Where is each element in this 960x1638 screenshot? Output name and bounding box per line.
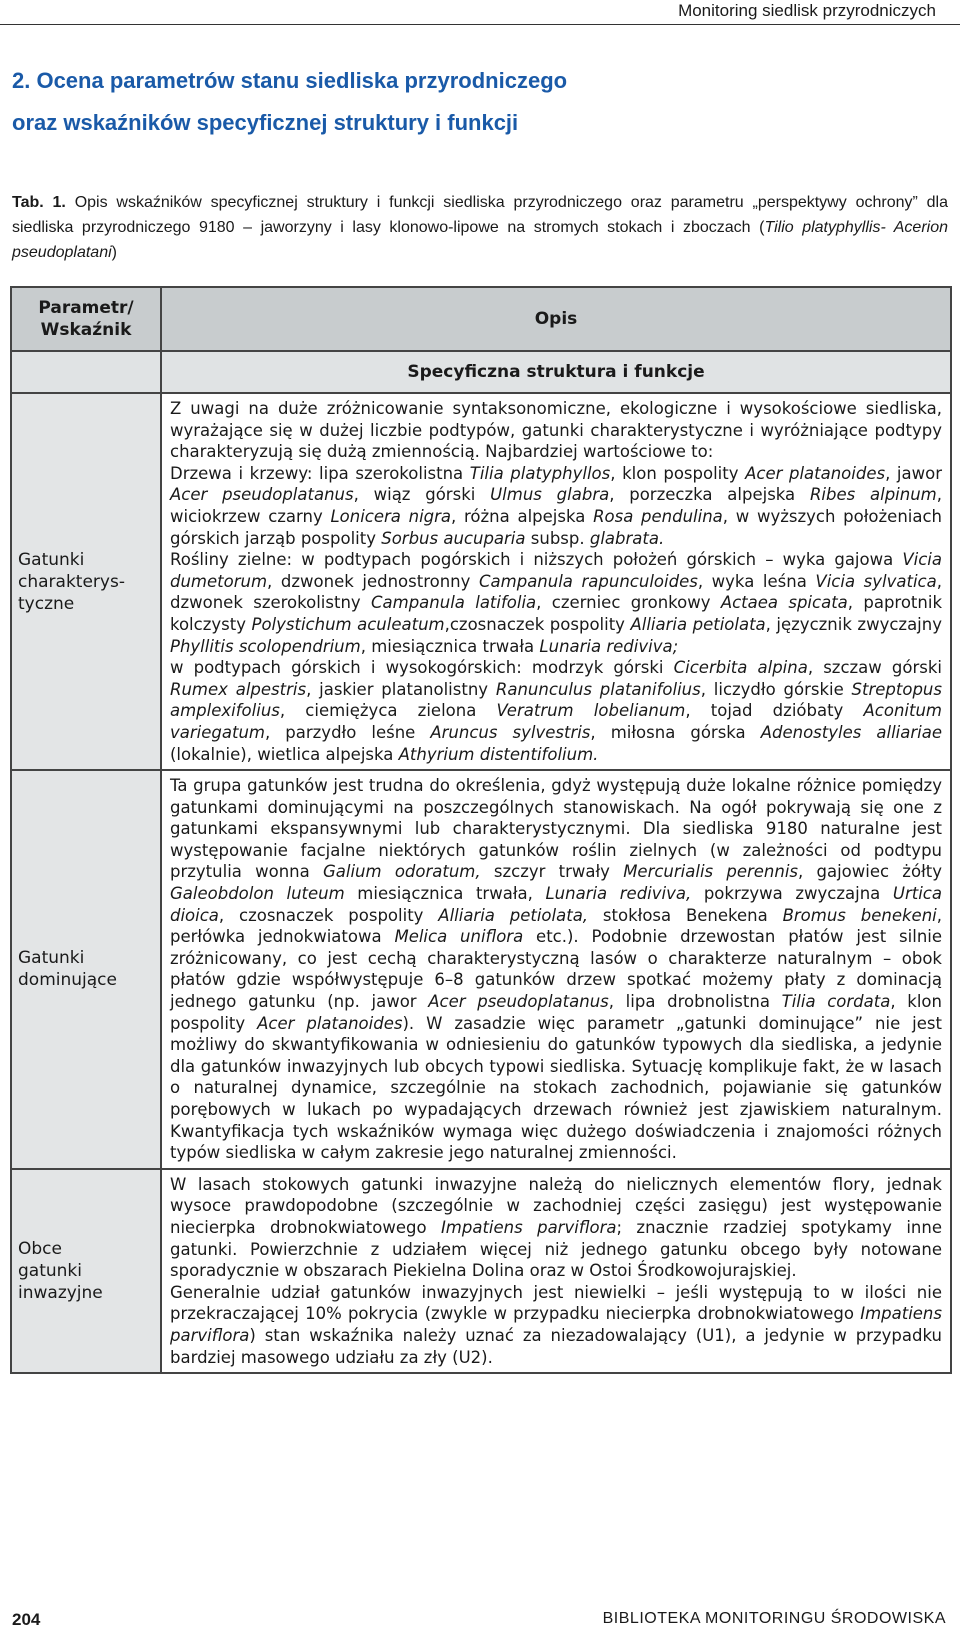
char-trees: Drzewa i krzewy: lipa szerokolistna Tilia platyphyllos, klon pospolity Acer platanoides, jawor Acer pseudoplatanus, wiąz górski Ulmus glabra, porzeczka alpejska Ribes alpinum, wiciokrzew czarny Lonicera nigra, różna alpejska Rosa pendulina, w wyższych położeniach górskich jarząb pospolity Sorbus aucuparia subsp. glabrata.: [170, 463, 942, 548]
section-title-line1: 2. Ocena parametrów stanu siedliska przyrodniczego: [12, 68, 568, 93]
section-row: [11, 351, 951, 393]
section-title: [12, 60, 912, 144]
section-row-title: Specyficzna struktura i funkcje: [161, 351, 951, 393]
table-header-row: [11, 287, 951, 351]
row-label-line: tyczne: [18, 593, 75, 614]
running-header: Monitoring siedlisk przyrodniczych: [678, 1, 936, 20]
table-caption: [12, 190, 948, 265]
row-desc-characteristic: [161, 393, 951, 770]
row-desc-invasive: [161, 1169, 951, 1373]
row-label-line: gatunki: [18, 1260, 82, 1281]
col-header-parameter: [11, 287, 161, 351]
page-number: 204: [12, 1610, 41, 1629]
caption-end: ): [111, 244, 117, 261]
row-label-invasive: [11, 1169, 161, 1373]
series-title: BIBLIOTEKA MONITORINGU ŚRODOWISKA: [602, 1610, 946, 1627]
char-intro: Z uwagi na duże zróżnicowanie syntaksonomiczne, ekologiczne i wysokościowe siedliska, wyrażające się w dużej liczbie podtypów, gatunki charakterystyczne i wyróżniające podtypy charakteryzują się dużą zmiennością. Najbardziej wartościowe to:: [170, 399, 942, 462]
row-label-line: inwazyjne: [18, 1282, 103, 1303]
col-header-description: Opis: [161, 287, 951, 351]
row-label-line: dominujące: [18, 970, 117, 991]
col-header-parameter-line2: Wskaźnik: [40, 320, 132, 340]
col-header-parameter-line1: Parametr/: [38, 298, 134, 318]
row-label-line: Obce: [18, 1238, 62, 1259]
inv-para-2: Generalnie udział gatunków inwazyjnych jest niewielki – jeśli występują to w ilości nie przekraczającej 10% pokrycia (zwykle w przypadku niecierpka drobnokwiatowego Impatiens parviflora) stan wskaźnika należy uznać za niezadowalający (U1), a jedynie w przypadku bardziej masowego udziału za zły (U2).: [170, 1282, 942, 1367]
inv-para-1: W lasach stokowych gatunki inwazyjne należą do nielicznych elementów flory, jednak wysoce prawdopodobne (szczególnie w zachodniej części zasięgu) jest występowanie niecierpka drobnokwiatowego Impatiens parviflora; znacznie rzadziej spotykamy inne gatunki. Powierzchnie z udziałem więcej niż jednego gatunku obcego były notowane sporadycznie w obszarach Piekielna Dolina oraz w Ostoi Środkowojurajskiej.: [170, 1174, 942, 1281]
row-label-line: Gatunki: [18, 549, 85, 570]
row-label-line: Gatunki: [18, 948, 85, 969]
caption-lead: Tab. 1.: [12, 194, 66, 211]
row-label-line: charakterys-: [18, 571, 125, 592]
header-rule: [0, 24, 960, 25]
indicator-table: [10, 286, 952, 1374]
section-title-line2: oraz wskaźników specyficznej struktury i funkcji: [12, 110, 519, 135]
row-label-characteristic: [11, 393, 161, 770]
caption-text: Opis wskaźników specyficznej struktury i funkcji siedliska przyrodniczego oraz parametru „perspektywy ochrony” dla siedliska przyrodniczego 9180 – jaworzyny i lasy klonowo-lipowe na stromych stokach i zboczach (: [12, 194, 948, 236]
section-row-empty: [11, 351, 161, 393]
table-row: [11, 1169, 951, 1373]
caption-latin: Tilio platyphyllis- Acerion pseudoplatani: [12, 219, 949, 261]
char-mountain: w podtypach górskich i wysokogórskich: modrzyk górski Cicerbita alpina, szczaw górski Rumex alpestris, jaskier platanolistny Ranunculus platanifolius, liczydło górskie Streptopus amplexifolius, ciemiężyca zielona Veratrum lobelianum, tojad dzióbaty Aconitum variegatum, parzydło leśne Aruncus sylvestris, miłosna górska Adenostyles alliariae (lokalnie), wietlica alpejska Athyrium distentifolium.: [170, 658, 942, 764]
row-desc-dominant: [161, 770, 951, 1169]
char-herbs: Rośliny zielne: w podtypach pogórskich i niższych położeń górskich – wyka gajowa Vicia dumetorum, dzwonek jednostronny Campanula rapunculoides, wyka leśna Vicia sylvatica, dzwonek szerokolistny Campanula latifolia, czerniec gronkowy Actaea spicata, paprotnik kolczysty Polystichum aculeatum,czosnaczek pospolity Alliaria petiolata, języcznik zwyczajny Phyllitis scolopendrium, miesiącznica trwała Lunaria rediviva;: [170, 550, 942, 656]
dom-text: Ta grupa gatunków jest trudna do określenia, gdyż występują duże lokalne różnice pomiędzy gatunkami dominującymi na poszczególnych stanowiskach. Na ogół pokrywają się one z gatunkami ekspansywnymi lub charakterystycznymi. Dla siedliska 9180 naturalne jest występowanie facjalne niektórych gatunków roślin zielnych (w zależności od podtypu przytulia wonna Galium odoratum, szczyr trwały Mercurialis perennis, gajowiec żółty Galeobdolon luteum miesiącznica trwała, Lunaria rediviva, pokrzywa zwyczajna Urtica dioica, czosnaczek pospolity Alliaria petiolata, stokłosa Benekena Bromus benekeni, perłówka jednokwiatowa Melica uniflora etc.). Podobnie drzewostan płatów jest silnie zróżnicowany, co jest cechą charakterystyczną lasów o charakterze naturalnym – obok płatów gdzie współwystępuje 6–8 gatunków drzew spotkać możemy płaty z dominacją jednego gatunku (np. jawor Acer pseudoplatanus, lipa drobnolistna Tilia cordata, klon pospolity Acer platanoides). W zasadzie więc parametr „gatunki dominujące” nie jest możliwy do skwantyfikowania w odniesieniu do gatunków typowych dla siedliska, a jedynie dla gatunków inwazyjnych lub obcych typowi siedliska. Sytuację komplikuje fakt, że w lasach o naturalnej dynamice, szczególnie na stokach zachodnich, pojawianie się gatunków porębowych w lukach po wypadających drzewach również jest zjawiskiem naturalnym. Kwantyfikacja tych wskaźników wymaga więc dużego doświadczenia i znajomości różnych typów siedliska w całym zakresie jego naturalnej zmienności.: [170, 776, 943, 1163]
table-row: [11, 770, 951, 1169]
row-label-dominant: [11, 770, 161, 1169]
table-row: [11, 393, 951, 770]
